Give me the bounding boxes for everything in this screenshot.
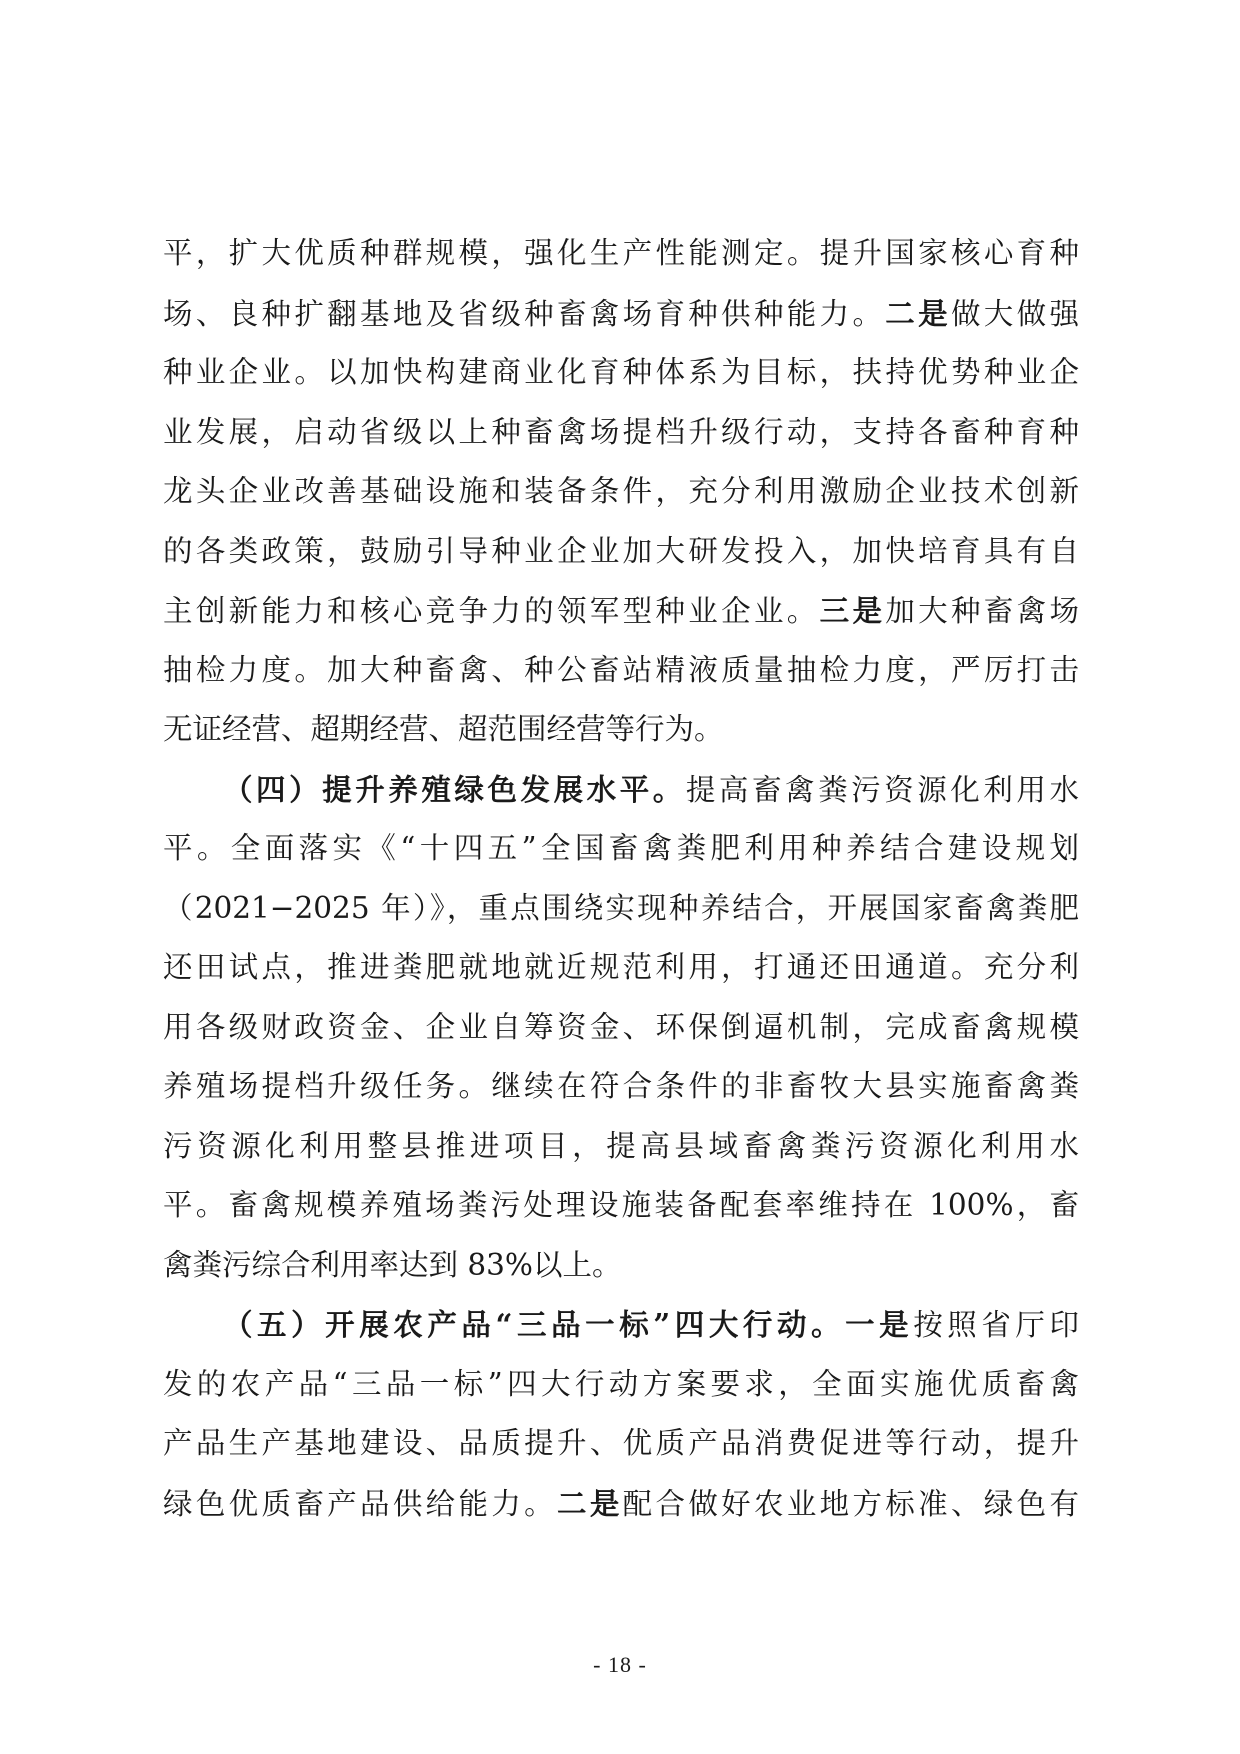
text-segment: 抽检力度。加大种畜禽、种公畜站精液质量抽检力度，严厉打击 — [163, 652, 1079, 687]
bold-text-segment: 二是 — [885, 295, 951, 331]
text-segment: 按照省厅印 — [913, 1308, 1079, 1342]
text-segment: 场、良种扩翻基地及省级种畜禽场育种供种能力。 — [163, 296, 886, 331]
text-segment: （2021−2025 年）》，重点围绕实现种养结合，开展国家畜禽粪肥 — [163, 890, 1079, 925]
text-segment: 做大做强 — [950, 296, 1079, 331]
text-line — [163, 819, 1079, 879]
text-segment: 无证经营、超期经营、超范围经营等行为。 — [163, 712, 724, 746]
bold-text-segment: 三是 — [819, 593, 886, 628]
text-line — [163, 1057, 1079, 1117]
text-segment: 产品生产基地建设、品质提升、优质产品消费促进等行动，提升 — [163, 1426, 1079, 1460]
text-line — [163, 522, 1079, 582]
text-segment: 加大种畜禽场 — [885, 594, 1079, 628]
page-number: - 18 - — [593, 1652, 647, 1677]
text-line — [163, 581, 1079, 641]
bold-text-segment: （五）开展农产品“三品一标”四大行动。 — [223, 1307, 846, 1342]
text-line — [163, 1474, 1079, 1534]
text-line — [163, 700, 1079, 760]
text-segment: 龙头企业改善基础设施和装备条件，充分利用激励企业技术创新 — [163, 474, 1079, 508]
text-line — [163, 1414, 1079, 1474]
text-line — [163, 1295, 1079, 1355]
text-segment: 平，扩大优质种群规模，强化生产性能测定。提升国家核心育种 — [163, 236, 1079, 270]
text-segment: 配合做好农业地方标准、绿色有 — [622, 1486, 1079, 1521]
text-segment: 平。全面落实《“十四五”全国畜禽粪肥利用种养结合建设规划 — [163, 831, 1079, 865]
text-line — [163, 938, 1079, 998]
text-segment: 的各类政策，鼓励引导种业企业加大研发投入，加快培育具有自 — [163, 533, 1079, 568]
text-segment: 种业企业。以加快构建商业化育种体系为目标，扶持优势种业企 — [163, 355, 1079, 389]
text-segment: 污资源化利用整县推进项目，提高县域畜禽粪污资源化利用水 — [163, 1128, 1079, 1163]
text-segment: 养殖场提档升级任务。继续在符合条件的非畜牧大县实施畜禽粪 — [163, 1069, 1079, 1103]
text-segment: 业发展，启动省级以上种畜禽场提档升级行动，支持各畜种育种 — [163, 414, 1079, 449]
text-line — [163, 760, 1079, 820]
text-segment: 平。畜禽规模养殖场粪污处理设施装备配套率维持在 100%，畜 — [163, 1188, 1079, 1222]
text-line — [163, 224, 1079, 284]
text-line — [163, 1236, 1079, 1296]
text-segment: 发的农产品“三品一标”四大行动方案要求，全面实施优质畜禽 — [163, 1366, 1079, 1401]
text-segment: 还田试点，推进粪肥就地就近规范利用，打通还田通道。充分利 — [163, 950, 1079, 984]
text-segment: 绿色优质畜产品供给能力。 — [163, 1486, 557, 1521]
bold-text-segment: 一是 — [845, 1307, 914, 1342]
text-line — [163, 284, 1079, 344]
text-line — [163, 641, 1079, 701]
text-line — [163, 879, 1079, 939]
text-line — [163, 403, 1079, 463]
text-segment: 用各级财政资金、企业自筹资金、环保倒逼机制，完成畜禽规模 — [163, 1009, 1079, 1044]
text-line — [163, 1176, 1079, 1236]
text-line — [163, 1117, 1079, 1177]
text-line — [163, 343, 1079, 403]
text-line — [163, 998, 1079, 1058]
text-line — [163, 462, 1079, 522]
text-segment: 禽粪污综合利用率达到 83%以上。 — [163, 1247, 622, 1282]
text-segment: 提高畜禽粪污资源化利用水 — [685, 772, 1079, 807]
bold-text-segment: （四）提升养殖绿色发展水平。 — [223, 771, 686, 807]
body-text — [163, 224, 1079, 1533]
bold-text-segment: 二是 — [556, 1485, 623, 1521]
text-line — [163, 1355, 1079, 1415]
text-segment: 主创新能力和核心竞争力的领军型种业企业。 — [163, 594, 820, 628]
